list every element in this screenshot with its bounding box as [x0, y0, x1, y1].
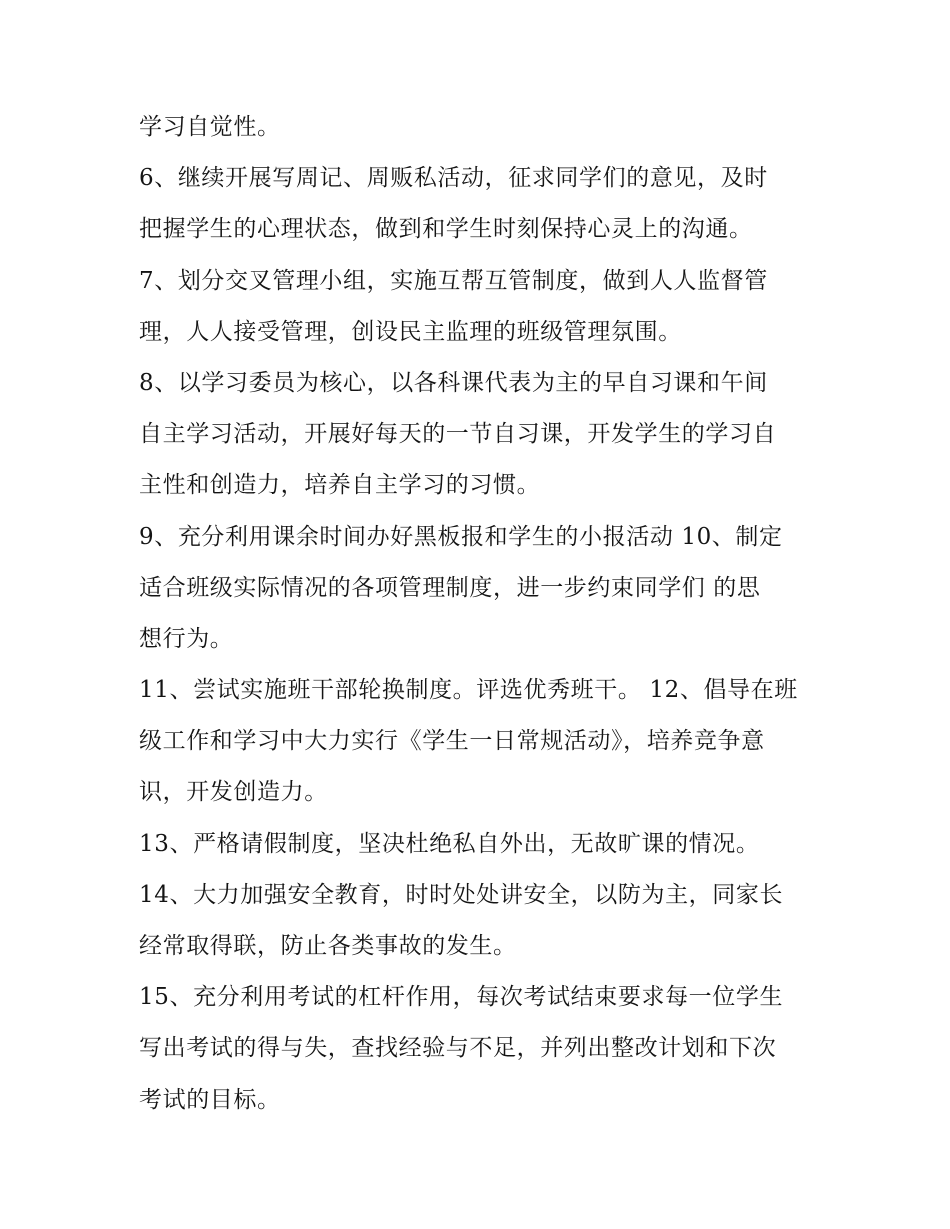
- text-line: 14、大力加强安全教育，时时处处讲安全，以防为主，同家长: [139, 881, 784, 908]
- paragraph: [139, 153, 819, 255]
- text-line: 11、尝试实施班干部轮换制度。评选优秀班干。 12、倡导在班: [139, 677, 798, 704]
- paragraph: [139, 972, 819, 1126]
- text-line: 9、充分利用课余时间办好黑板报和学生的小报活动 10、制定: [139, 523, 783, 550]
- text-line: 适合班级实际情况的各项管理制度，进一步约束同学们 的思: [139, 574, 761, 601]
- paragraph: [139, 102, 819, 153]
- text-line: 自主学习活动，开展好每天的一节自习课，开发学生的学习自: [139, 421, 777, 448]
- paragraph: [139, 870, 819, 972]
- text-line: 主性和创造力，培养自主学习的习惯。: [139, 472, 541, 499]
- text-line: 经常取得联，防止各类事故的发生。: [139, 933, 517, 959]
- text-line: 8、以学习委员为核心，以各科课代表为主的早自习课和午间: [139, 369, 768, 396]
- text-line: 理，人人接受管理，创设民主监理的班级管理氛围。: [139, 318, 682, 345]
- text-line: 学习自觉性。: [139, 114, 281, 140]
- paragraph: [139, 665, 819, 819]
- paragraph: [139, 358, 819, 512]
- document-body: [139, 102, 819, 1126]
- paragraph: [139, 512, 819, 666]
- paragraph: [139, 256, 819, 358]
- paragraph: [139, 819, 819, 870]
- text-line: 想行为。: [139, 625, 234, 652]
- text-line: 把握学生的心理状态，做到和学生时刻保持心灵上的沟通。: [139, 216, 753, 243]
- text-line: 13、严格请假制度，坚决杜绝私自外出，无故旷课的情况。: [139, 830, 760, 857]
- text-line: 考试的目标。: [139, 1086, 281, 1113]
- text-line: 级工作和学习中大力实行《学生一日常规活动》，培养竞争意: [139, 728, 765, 755]
- text-line: 识，开发创造力。: [139, 779, 328, 806]
- text-line: 7、划分交叉管理小组，实施互帮互管制度，做到人人监督管: [139, 267, 768, 294]
- text-line: 15、充分利用考试的杠杆作用，每次考试结束要求每一位学生: [139, 984, 784, 1011]
- text-line: 6、继续开展写周记、周贩私活动，征求同学们的意见，及时: [139, 165, 768, 192]
- text-line: 写出考试的得与失，查找经验与不足，并列出整改计划和下次: [139, 1035, 777, 1062]
